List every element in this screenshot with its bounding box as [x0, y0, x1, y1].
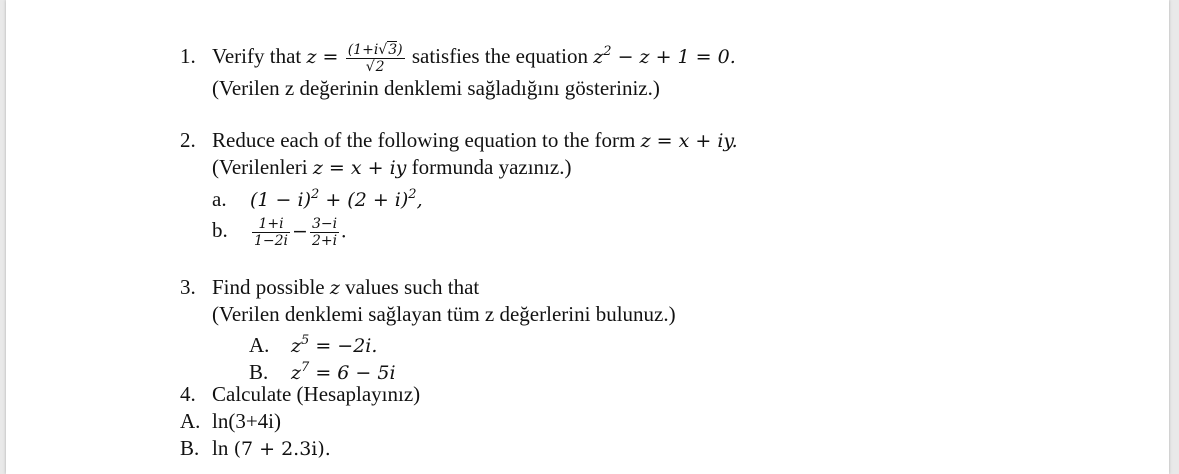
q2-text: Reduce each of the following equation to the form [212, 128, 636, 152]
q3-line [180, 275, 479, 300]
q3-item-a [249, 329, 377, 358]
q2-b-fraction-1: $\frac{1+i}{1-2i}$ [254, 216, 289, 249]
q2-b-label: b. [212, 218, 228, 243]
q4-item-a [180, 409, 281, 433]
q2-item-a [212, 183, 423, 212]
q1-equation: $z^2 - z + 1 = 0$. [593, 44, 736, 68]
q4-text: Calculate (Hesaplayınız) [212, 382, 421, 406]
q4-item-b [180, 436, 331, 461]
q2-item-b: b. $\frac{1+i}{1-2i}$ − $\frac{3-i}{2+i}$ . [212, 216, 347, 249]
q4-a-expression: ln(3+4i) [212, 409, 281, 433]
q2-b-fraction-2: $\frac{3-i}{2+i}$ [311, 216, 338, 249]
document-page [6, 0, 1169, 474]
q2-b-minus: − [292, 220, 308, 243]
q4-a-label: A. [180, 409, 201, 433]
q3-a-equation: $z^5 = -2i$. [291, 333, 378, 357]
q3-b-label: B. [249, 360, 269, 384]
q3-text-b: values such that [345, 275, 480, 299]
q2-line [180, 128, 738, 153]
q2-translation: (Verilenleri z = x + iy formunda yazınız.) [212, 155, 572, 179]
q1-fraction: $\frac{(1+i√3)}{√2}$ [347, 41, 403, 75]
q1-translation: (Verilen z değerinin denklemi sağladığını gösteriniz.) [212, 76, 660, 100]
q2-form: z = x + iy. [640, 130, 738, 152]
q3-item-b [249, 356, 396, 385]
q4-b-label: B. [180, 436, 200, 460]
q4-line [180, 382, 420, 406]
q1-line [180, 40, 736, 75]
q2-a-expression: $(1 - i)^2 + (2 + i)^2$, [250, 187, 423, 211]
q3-a-label: A. [249, 333, 270, 357]
q4-b-ln: ln [212, 436, 229, 460]
q1-text-before: Verify that [212, 44, 302, 68]
q3-translation: (Verilen denklemi sağlayan tüm z değerlerini bulunuz.) [212, 302, 676, 326]
q3-b-equation: $z^7 = 6 - 5i$ [291, 360, 396, 384]
q3-number: 3. [180, 275, 196, 299]
q3-z: z [329, 277, 340, 299]
q1-text-mid: satisfies the equation [411, 44, 588, 68]
q3-text-a: Find possible [212, 275, 325, 299]
q2-a-label: a. [212, 187, 227, 211]
q1-z-equals: z = [306, 46, 339, 68]
q2-number: 2. [180, 128, 196, 152]
q1-number: 1. [180, 44, 196, 68]
q4-b-expression: (7 + 2.3i). [233, 438, 331, 460]
q4-number: 4. [180, 382, 196, 406]
